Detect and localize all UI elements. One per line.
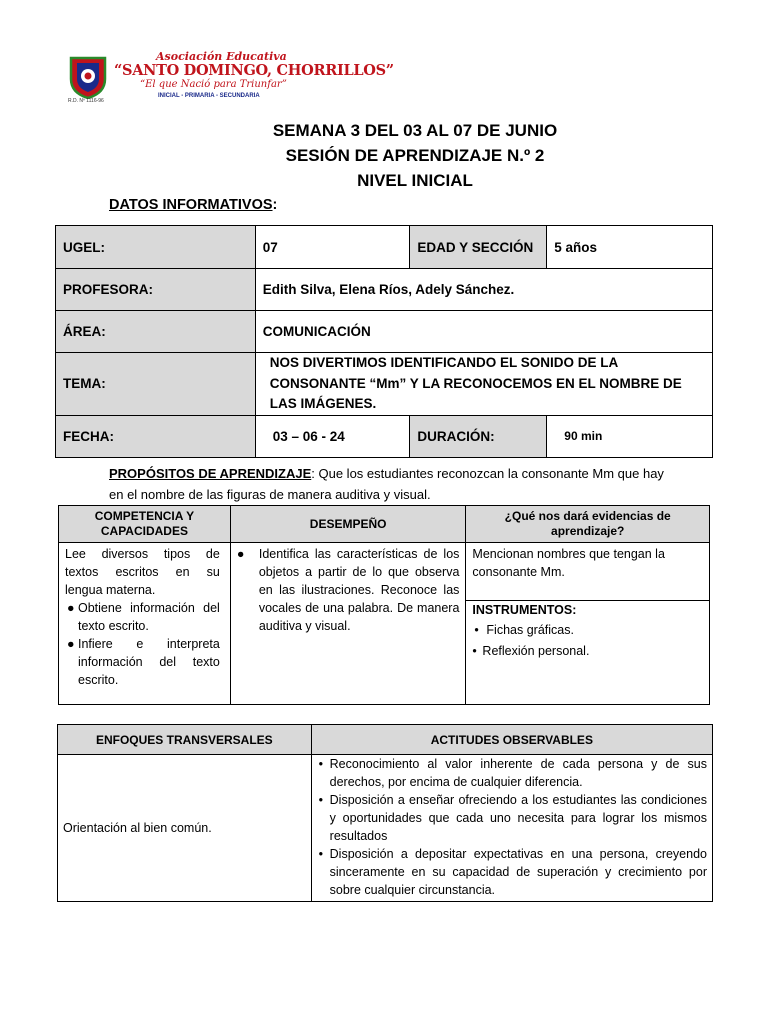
area-label: ÁREA:	[56, 311, 256, 353]
actitud-item: • Reconocimiento al valor inherente de cada persona y de sus derechos, por encima de cualquier diferencia.	[318, 757, 707, 789]
desempeno-text: Identifica las características de los objetos a partir de lo que observa en las ilustraciones. Reconoce las vocales de una palabra. De manera auditiva y visual.	[258, 547, 460, 633]
school-crest-icon	[68, 55, 108, 99]
resolution-number: R.D. Nº 1116-96	[68, 98, 104, 104]
edad-value: 5 años	[547, 226, 713, 269]
enfoques-header-row	[58, 725, 713, 755]
competencias-row-1	[59, 543, 710, 601]
capacidades-list	[65, 599, 220, 689]
edad-label: EDAD Y SECCIÓN	[410, 226, 547, 269]
capacidad-item: ● Obtiene información del texto escrito.	[67, 601, 220, 633]
bullet-icon: •	[318, 793, 324, 807]
instrumento-item: • Reflexión personal.	[472, 644, 590, 658]
desempeno-header: DESEMPEÑO	[230, 506, 466, 543]
info-row-area	[56, 311, 713, 353]
datos-label: DATOS INFORMATIVOS	[109, 197, 273, 213]
info-row-ugel	[56, 226, 713, 269]
instrumentos-label: INSTRUMENTOS:	[472, 603, 577, 617]
instrumentos-cell	[466, 601, 710, 705]
ugel-label: UGEL:	[56, 226, 256, 269]
actitud-item: • Disposición a depositar expectativas en una persona, creyendo sinceramente en su capacidad de superación y crecimiento por sobre cualquier circunstancia.	[318, 847, 707, 897]
school-name: “SANTO DOMINGO, CHORRILLOS”	[114, 62, 394, 79]
session-title: SESIÓN DE APRENDIZAJE N.º 2	[285, 146, 545, 165]
competencias-header-row	[59, 506, 710, 543]
ugel-value: 07	[255, 226, 410, 269]
evidencias-header: ¿Qué nos dará evidencias de aprendizaje?	[466, 506, 710, 543]
enfoques-table	[57, 724, 713, 902]
school-levels: INICIAL - PRIMARIA - SECUNDARIA	[158, 93, 260, 99]
bullet-icon: ●	[67, 637, 75, 651]
info-row-profesora	[56, 269, 713, 311]
datos-colon: :	[272, 197, 278, 213]
profesora-value: Edith Silva, Elena Ríos, Adely Sánchez.	[255, 269, 712, 311]
capacidad-item: ● Infiere e interpreta información del texto escrito.	[67, 637, 220, 687]
info-row-tema	[56, 353, 713, 416]
competencias-table	[58, 505, 710, 705]
actitudes-cell	[311, 755, 712, 902]
school-motto: “El que Nació para Triunfar”	[140, 79, 287, 90]
fecha-value: 03 – 06 - 24	[255, 415, 410, 457]
enfoques-row	[58, 755, 713, 902]
area-value: COMUNICACIÓN	[255, 311, 712, 353]
competencia-text: Lee diversos tipos de textos escritos en su lengua materna.	[65, 547, 220, 597]
instrumento-item: • Fichas gráficas.	[474, 623, 574, 637]
datos-informativos-heading	[109, 197, 277, 213]
competencia-cell	[59, 543, 231, 705]
info-table	[55, 225, 713, 458]
evidencia-cell: Mencionan nombres que tengan la consonante Mm.	[466, 543, 710, 601]
bullet-icon: •	[318, 757, 324, 771]
actitudes-header: ACTITUDES OBSERVABLES	[311, 725, 712, 755]
association-label: Asociación Educativa	[156, 50, 287, 63]
enfoques-header: ENFOQUES TRANSVERSALES	[58, 725, 312, 755]
school-logo	[68, 50, 394, 108]
bullet-icon: •	[474, 623, 479, 637]
competencia-header: COMPETENCIA Y CAPACIDADES	[59, 506, 231, 543]
info-row-fecha	[56, 415, 713, 457]
propositos-text: Que los estudiantes reconozcan la consonante Mm que hay en el nombre de las figuras de manera auditiva y visual.	[109, 466, 664, 502]
fecha-label: FECHA:	[56, 415, 256, 457]
tema-value: NOS DIVERTIMOS IDENTIFICANDO EL SONIDO DE LA CONSONANTE “Mm” Y LA RECONOCEMOS EN EL NOMBRE DE LAS IMÁGENES.	[255, 353, 712, 416]
propositos-paragraph	[109, 463, 669, 505]
duracion-label: DURACIÓN:	[410, 415, 547, 457]
desempeno-item	[235, 545, 460, 635]
enfoque-value: Orientación al bien común.	[58, 755, 312, 902]
actitud-item: • Disposición a enseñar ofreciendo a los estudiantes las condiciones y oportunidades que cada uno necesita para lograr los mismos resultados	[318, 793, 707, 843]
duracion-value: 90 min	[547, 415, 713, 457]
tema-label: TEMA:	[56, 353, 256, 416]
bullet-icon: ●	[236, 547, 245, 561]
desempeno-cell	[230, 543, 466, 705]
bullet-icon: •	[318, 847, 324, 861]
profesora-label: PROFESORA:	[56, 269, 256, 311]
propositos-colon: :	[311, 466, 315, 481]
bullet-icon: •	[472, 644, 477, 658]
week-title: SEMANA 3 DEL 03 AL 07 DE JUNIO	[272, 121, 558, 140]
bullet-icon: ●	[67, 601, 75, 615]
propositos-label: PROPÓSITOS DE APRENDIZAJE	[109, 466, 312, 481]
actitudes-list	[317, 755, 707, 899]
level-title: NIVEL INICIAL	[357, 171, 473, 190]
